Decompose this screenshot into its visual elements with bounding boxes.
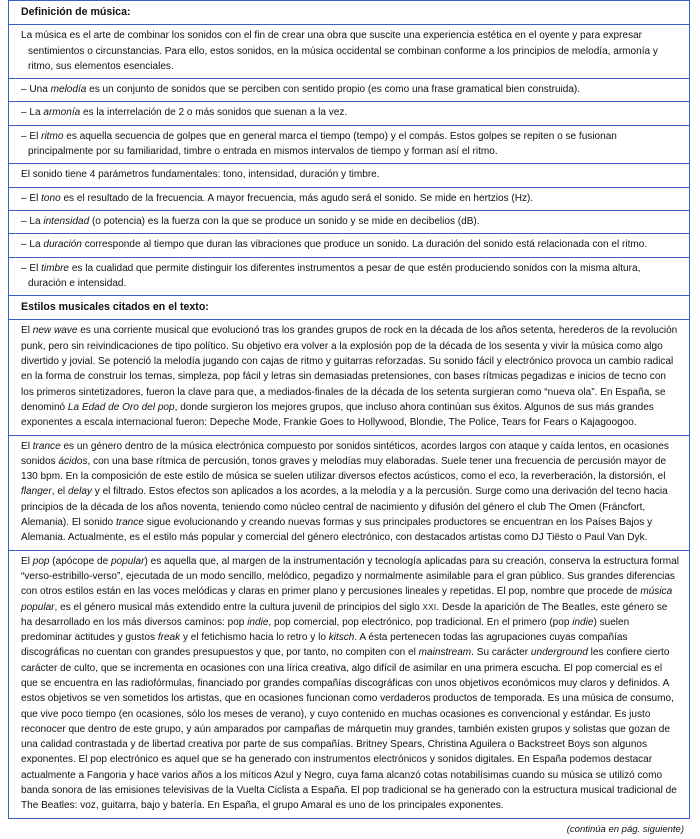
- styles-heading: [8, 296, 690, 320]
- pop-t8: mainstream: [418, 647, 472, 659]
- intensidad-item: [8, 211, 690, 234]
- intensidad-post: (o potencia) es la fuerza con la que se produce un sonido y se mide en decibelios (dB).: [89, 215, 480, 227]
- trance-section: [8, 436, 690, 551]
- pop-s3: ) es aquella que, al margen de la instrumentación y tecnología aplicadas para su creación, conserva la estructura formal “verso-estribillo-verso”, ejecutada de un modo sencillo, melódico, pegadizo y normalmente asimilable para el gran público. Sus grandes diferencias con otros estilos están en las voces melódicas y claras en primer plano y percusiones lineales y repetidas. El pop, nombre que procede de: [21, 555, 679, 598]
- melodia-item: [8, 79, 690, 102]
- ritmo-pre: – El: [21, 130, 42, 142]
- nw-s1: El: [21, 325, 33, 337]
- definition-heading: [8, 0, 690, 25]
- timbre-term: timbre: [41, 262, 70, 274]
- pop-t9: underground: [530, 647, 588, 659]
- tono-item: [8, 188, 690, 211]
- pop-s6: , pop comercial, pop electrónico, pop tradicional. En el primero (pop: [268, 616, 573, 628]
- tr-t3: flanger: [21, 486, 52, 498]
- tr-t1: trance: [32, 440, 61, 452]
- ritmo-post: es aquella secuencia de golpes que en general marca el tiempo (tempo) y el compás. Estos golpes se repiten o se fusionan principalmente por su familiaridad, timbre o entrada en mismos intervalos de tiempo y forman así el ritmo.: [28, 130, 617, 158]
- nw-s2: es una corriente musical que evolucionó tras los grandes grupos de rock en la década de los años setenta, herederos de la revolución punk, pero sin reivindicaciones de tipo político. Su objetivo era volver a la explosión pop de la década de los sesenta y vivir la música como algo divertido y jovial. Se potenció la melodía jugando con cajas de ritmo y guitarras reforzadas. Su sonido fácil y electrónico provoca un cambio radical en la forma de construir los temas, simpleza, pop fácil y letras sin demasiadas pretensiones, con bases rítmicas pegadizas e inicios de tecno con los primeros sintetizadores, fueron la clave para que, a mediados-finales de la década de los setenta surgieran como “nueva ola”. En España, se denominó: [21, 325, 678, 413]
- pop-t2: popular: [110, 555, 145, 567]
- document-page: [8, 0, 690, 835]
- pop-s8: y el fetichismo hacia lo retro y lo: [180, 632, 329, 644]
- pop-t5: indie: [572, 616, 594, 628]
- tono-term: tono: [41, 192, 61, 204]
- pop-s7: ) suelen predominar actitudes y gustos: [21, 616, 630, 644]
- duracion-pre: – La: [21, 239, 44, 251]
- melodia-pre: – Una: [21, 84, 51, 96]
- nw-t1: new wave: [32, 325, 78, 337]
- pop-t7: kitsch: [328, 632, 355, 644]
- pop-t3: música popular: [21, 586, 673, 613]
- duracion-post: corresponde al tiempo que duran las vibraciones que produce un sonido. La duración del sonido está relacionada con el ritmo.: [81, 239, 648, 251]
- nw-t2: La Edad de Oro del pop: [67, 401, 175, 413]
- ritmo-term: ritmo: [41, 130, 64, 142]
- pop-s10: . Su carácter: [471, 647, 531, 659]
- timbre-item: [8, 258, 690, 297]
- tr-s6: sigue evolucionando y creando nuevas formas y sus principales productores se encuentran en los Países Bajos y Alemania. Actualmente, es el estilo más popular y comercial del género electrónico, con destacados artistas como DJ Tiësto o Paul Van Dyk.: [21, 517, 653, 544]
- newwave-section: [8, 320, 690, 435]
- pop-s11: les confiere cierto carácter de culto, que se incrementa en ocasiones con una lírica creativa, algo difícil de asimilar en una primera escucha. El pop comercial es el que se encuentra en las radiofórmulas, financiado por grandes compañías discográficas con unos objetivos económicos muy claros y definidos. A estos objetivos se ven sometidos los artistas, que en ocasiones funcionan como verdaderos productos de temporada. Es una música de consumo, que vive poco tiempo (en ocasiones, sólo los meses de verano), y cuyo contenido en muchas ocasiones es convencional y estándar. Es justo reconocer que dentro de este grupo, y aún amparados por campañas de márquetin muy grandes, también existen grupos y solistas que gozan de una calidad contrastada y de libertad creativa por parte de sus compañías. Britney Spears, Christina Aguilera o Backstreet Boys son algunos exponentes. El pop electrónico es aquel que se ha generado con instrumentos electrónicos y sonidos digitales. En España podemos destacar actualmente a Fangoria y hace varios años a los míticos Azul y Negro, cuya fama alcanzó cotas notabilísimas cuando su música se utilizó como banda sonora de las emisiones televisivas de la Vuelta Ciclista a España. El pop tradicional se ha generado con la estructura musical tradicional de The Beatles: voz, guitarra, bajo y batería. En España, el grupo Amaral es uno de los principales exponentes.: [21, 647, 677, 812]
- intensidad-pre: – La: [21, 215, 44, 227]
- continuation-note: (continúa en pág. siguiente): [566, 823, 684, 835]
- armonia-post: es la interrelación de 2 o más sonidos que suenan a la vez.: [80, 107, 348, 119]
- pop-s5: . Desde la aparición de The Beatles, este género se ha desarrollado en los más diversos caminos: pop: [21, 601, 668, 628]
- params-intro-text: El sonido tiene 4 parámetros fundamentales: tono, intensidad, duración y timbre.: [21, 169, 380, 181]
- definition-intro: [8, 25, 690, 79]
- nw-s3: , donde surgieron los mejores grupos, que incluso ahora continúan sus éxitos. Algunos de sus más grandes exponentes a escala internacional fueron: Depeche Mode, Frankie Goes to Hollywood, Blondie, The Police, Tears for Fears o Kajagoogoo.: [21, 401, 654, 429]
- tr-s4: , el: [51, 486, 68, 498]
- tr-s3: , con una base rítmica de percusión, tonos graves y melodías muy elaboradas. Suele tener una frecuencia de percusión mayor de 130 bpm. En la composición de este estilo de música se suelen utilizar diversos efectos acústicos, como el eco, la reverberación, la distorsión, el: [21, 455, 667, 483]
- melodia-post: es un conjunto de sonidos que se perciben con sentido propio (es como una frase gramatical bien construida).: [86, 84, 581, 96]
- tr-t2: ácidos: [58, 455, 88, 467]
- styles-heading-text: Estilos musicales citados en el texto:: [21, 301, 209, 314]
- armonia-pre: – La: [21, 107, 44, 119]
- tr-s2: es un género dentro de la música electrónica compuesto por sonidos sintéticos, acordes largos con ataque y caída lentos, en ocasiones sonidos: [21, 440, 669, 467]
- pop-s2: (apócope de: [49, 555, 111, 567]
- definition-heading-text: Definición de música:: [21, 6, 131, 18]
- definition-intro-text: La música es el arte de combinar los sonidos con el fin de crear una obra que suscite una experiencia estética en el oyente y para expresar sentimientos o circunstancias. Para ello, estos sonidos, en la música occidental se combinan conforme a los principios de melodía, armonía y ritmo, sus elementos esenciales.: [21, 30, 658, 72]
- pop-s4: , es el género musical más extendido entre la cultura juvenil de principios del siglo: [54, 601, 423, 613]
- timbre-post: es la cualidad que permite distinguir los diferentes instrumentos a pesar de que estén produciendo sonidos con la misma altura, duración e intensidad.: [28, 262, 641, 289]
- duracion-item: [8, 234, 690, 257]
- pop-t1: pop: [32, 555, 50, 567]
- pop-s9: . A ésta pertenecen todas las agrupaciones cuyas compañías discográficas no cuentan con grandes presupuestos y que, por tanto, no compiten con el: [21, 632, 628, 659]
- timbre-pre: – El: [21, 262, 42, 274]
- armonia-item: [8, 102, 690, 125]
- melodia-term: melodía: [50, 84, 87, 96]
- ritmo-item: [8, 126, 690, 165]
- armonia-term: armonía: [43, 107, 81, 119]
- tr-s1: El: [21, 440, 33, 452]
- pop-century: XXI: [422, 602, 437, 612]
- pop-t6: freak: [157, 632, 181, 644]
- pop-s1: El: [21, 555, 33, 567]
- params-intro: [8, 164, 690, 187]
- tr-t4: delay: [67, 486, 92, 498]
- pop-section: [8, 551, 690, 819]
- intensidad-term: intensidad: [43, 215, 90, 227]
- duracion-term: duración: [43, 239, 82, 251]
- pop-t4: indie: [247, 616, 269, 628]
- tono-post: es el resultado de la frecuencia. A mayor frecuencia, más agudo será el sonido. Se mide en hertzios (Hz).: [60, 192, 534, 204]
- tono-pre: – El: [21, 192, 42, 204]
- tr-t5: trance: [115, 517, 144, 529]
- tr-s5: y el filtrado. Estos efectos son aplicados a los acordes, a la melodía y a la percusión. Surge como una derivación del tecno hacia principios de la década de los años noventa, teniendo como núcleo central de nacimiento y difusión del género el club The Omen (Fráncfort, Alemania). El sonido: [21, 486, 668, 529]
